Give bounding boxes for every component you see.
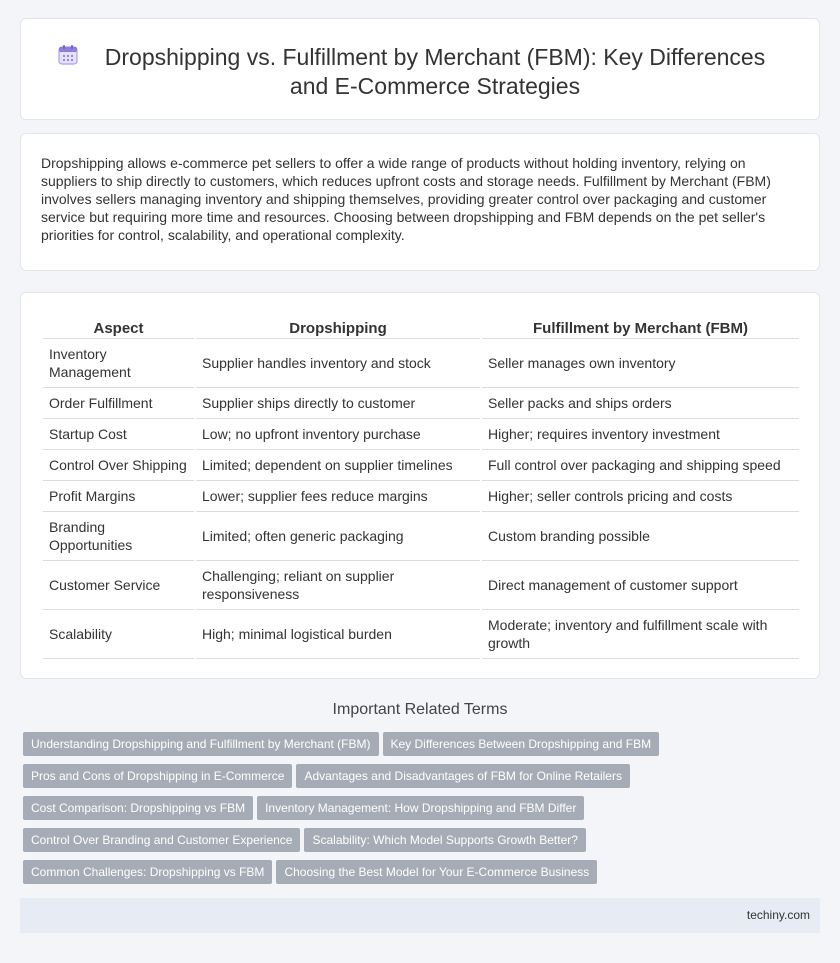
related-term-tag[interactable]: Inventory Management: How Dropshipping and FBM Differ xyxy=(257,796,584,820)
fbm-cell: Custom branding possible xyxy=(481,511,799,560)
fbm-cell: Direct management of customer support xyxy=(481,560,799,609)
table-row xyxy=(43,511,799,560)
aspect-cell: Scalability xyxy=(43,609,195,658)
dropshipping-cell: Limited; often generic packaging xyxy=(195,511,481,560)
related-terms-list xyxy=(23,732,813,892)
intro-paragraph: Dropshipping allows e-commerce pet sellers to offer a wide range of products without holding inventory, relying on suppliers to ship directly to customers, which reduces upfront costs and storage needs. Fulfillment by Merchant (FBM) involves sellers managing inventory and shipping themselves, providing greater control over packaging and customer service but requiring more time and resources. Choosing between dropshipping and FBM depends on the pet seller's priorities for control, scalability, and operational complexity. xyxy=(41,155,771,243)
aspect-cell: Order Fulfillment xyxy=(43,387,195,418)
header-dropshipping: Dropshipping xyxy=(195,315,481,338)
comparison-table xyxy=(43,315,799,659)
related-term-tag[interactable]: Advantages and Disadvantages of FBM for Online Retailers xyxy=(296,764,630,788)
dropshipping-cell: Supplier ships directly to customer xyxy=(195,387,481,418)
table-header-row xyxy=(43,315,799,338)
header-fbm: Fulfillment by Merchant (FBM) xyxy=(481,315,799,338)
table-row xyxy=(43,480,799,511)
related-term-tag[interactable]: Common Challenges: Dropshipping vs FBM xyxy=(23,860,272,884)
dropshipping-cell: Limited; dependent on supplier timelines xyxy=(195,449,481,480)
footer-site-link[interactable]: techiny.com xyxy=(746,908,810,922)
related-term-tag[interactable]: Key Differences Between Dropshipping and FBM xyxy=(383,732,660,756)
aspect-cell: Customer Service xyxy=(43,560,195,609)
dropshipping-cell: Supplier handles inventory and stock xyxy=(195,338,481,387)
fbm-cell: Full control over packaging and shipping speed xyxy=(481,449,799,480)
fbm-cell: Seller packs and ships orders xyxy=(481,387,799,418)
related-terms-section xyxy=(20,700,820,879)
related-term-tag[interactable]: Choosing the Best Model for Your E-Commerce Business xyxy=(276,860,597,884)
aspect-cell: Control Over Shipping xyxy=(43,449,195,480)
table-row xyxy=(43,560,799,609)
table-row xyxy=(43,338,799,387)
title-card xyxy=(20,18,820,120)
aspect-cell: Startup Cost xyxy=(43,418,195,449)
intro-card xyxy=(20,133,820,271)
comparison-card xyxy=(20,292,820,679)
dropshipping-cell: High; minimal logistical burden xyxy=(195,609,481,658)
related-term-tag[interactable]: Scalability: Which Model Supports Growth Better? xyxy=(304,828,585,852)
table-row xyxy=(43,449,799,480)
fbm-cell: Higher; requires inventory investment xyxy=(481,418,799,449)
page-title: Dropshipping vs. Fulfillment by Merchant (FBM): Key Differences and E-Commerce Strategies xyxy=(104,44,766,99)
dropshipping-cell: Lower; supplier fees reduce margins xyxy=(195,480,481,511)
fbm-cell: Higher; seller controls pricing and costs xyxy=(481,480,799,511)
aspect-cell: Profit Margins xyxy=(43,480,195,511)
dropshipping-cell: Challenging; reliant on supplier responsiveness xyxy=(195,560,481,609)
table-row xyxy=(43,387,799,418)
related-term-tag[interactable]: Pros and Cons of Dropshipping in E-Commerce xyxy=(23,764,292,788)
related-terms-heading: Important Related Terms xyxy=(332,701,508,718)
dropshipping-cell: Low; no upfront inventory purchase xyxy=(195,418,481,449)
table-row xyxy=(43,609,799,658)
related-term-tag[interactable]: Cost Comparison: Dropshipping vs FBM xyxy=(23,796,253,820)
related-term-tag[interactable]: Understanding Dropshipping and Fulfillment by Merchant (FBM) xyxy=(23,732,379,756)
related-term-tag[interactable]: Control Over Branding and Customer Experience xyxy=(23,828,300,852)
footer-bar xyxy=(20,898,820,933)
header-aspect: Aspect xyxy=(43,315,195,338)
fbm-cell: Seller manages own inventory xyxy=(481,338,799,387)
table-row xyxy=(43,418,799,449)
aspect-cell: Inventory Management xyxy=(43,338,195,387)
fbm-cell: Moderate; inventory and fulfillment scale with growth xyxy=(481,609,799,658)
aspect-cell: Branding Opportunities xyxy=(43,511,195,560)
